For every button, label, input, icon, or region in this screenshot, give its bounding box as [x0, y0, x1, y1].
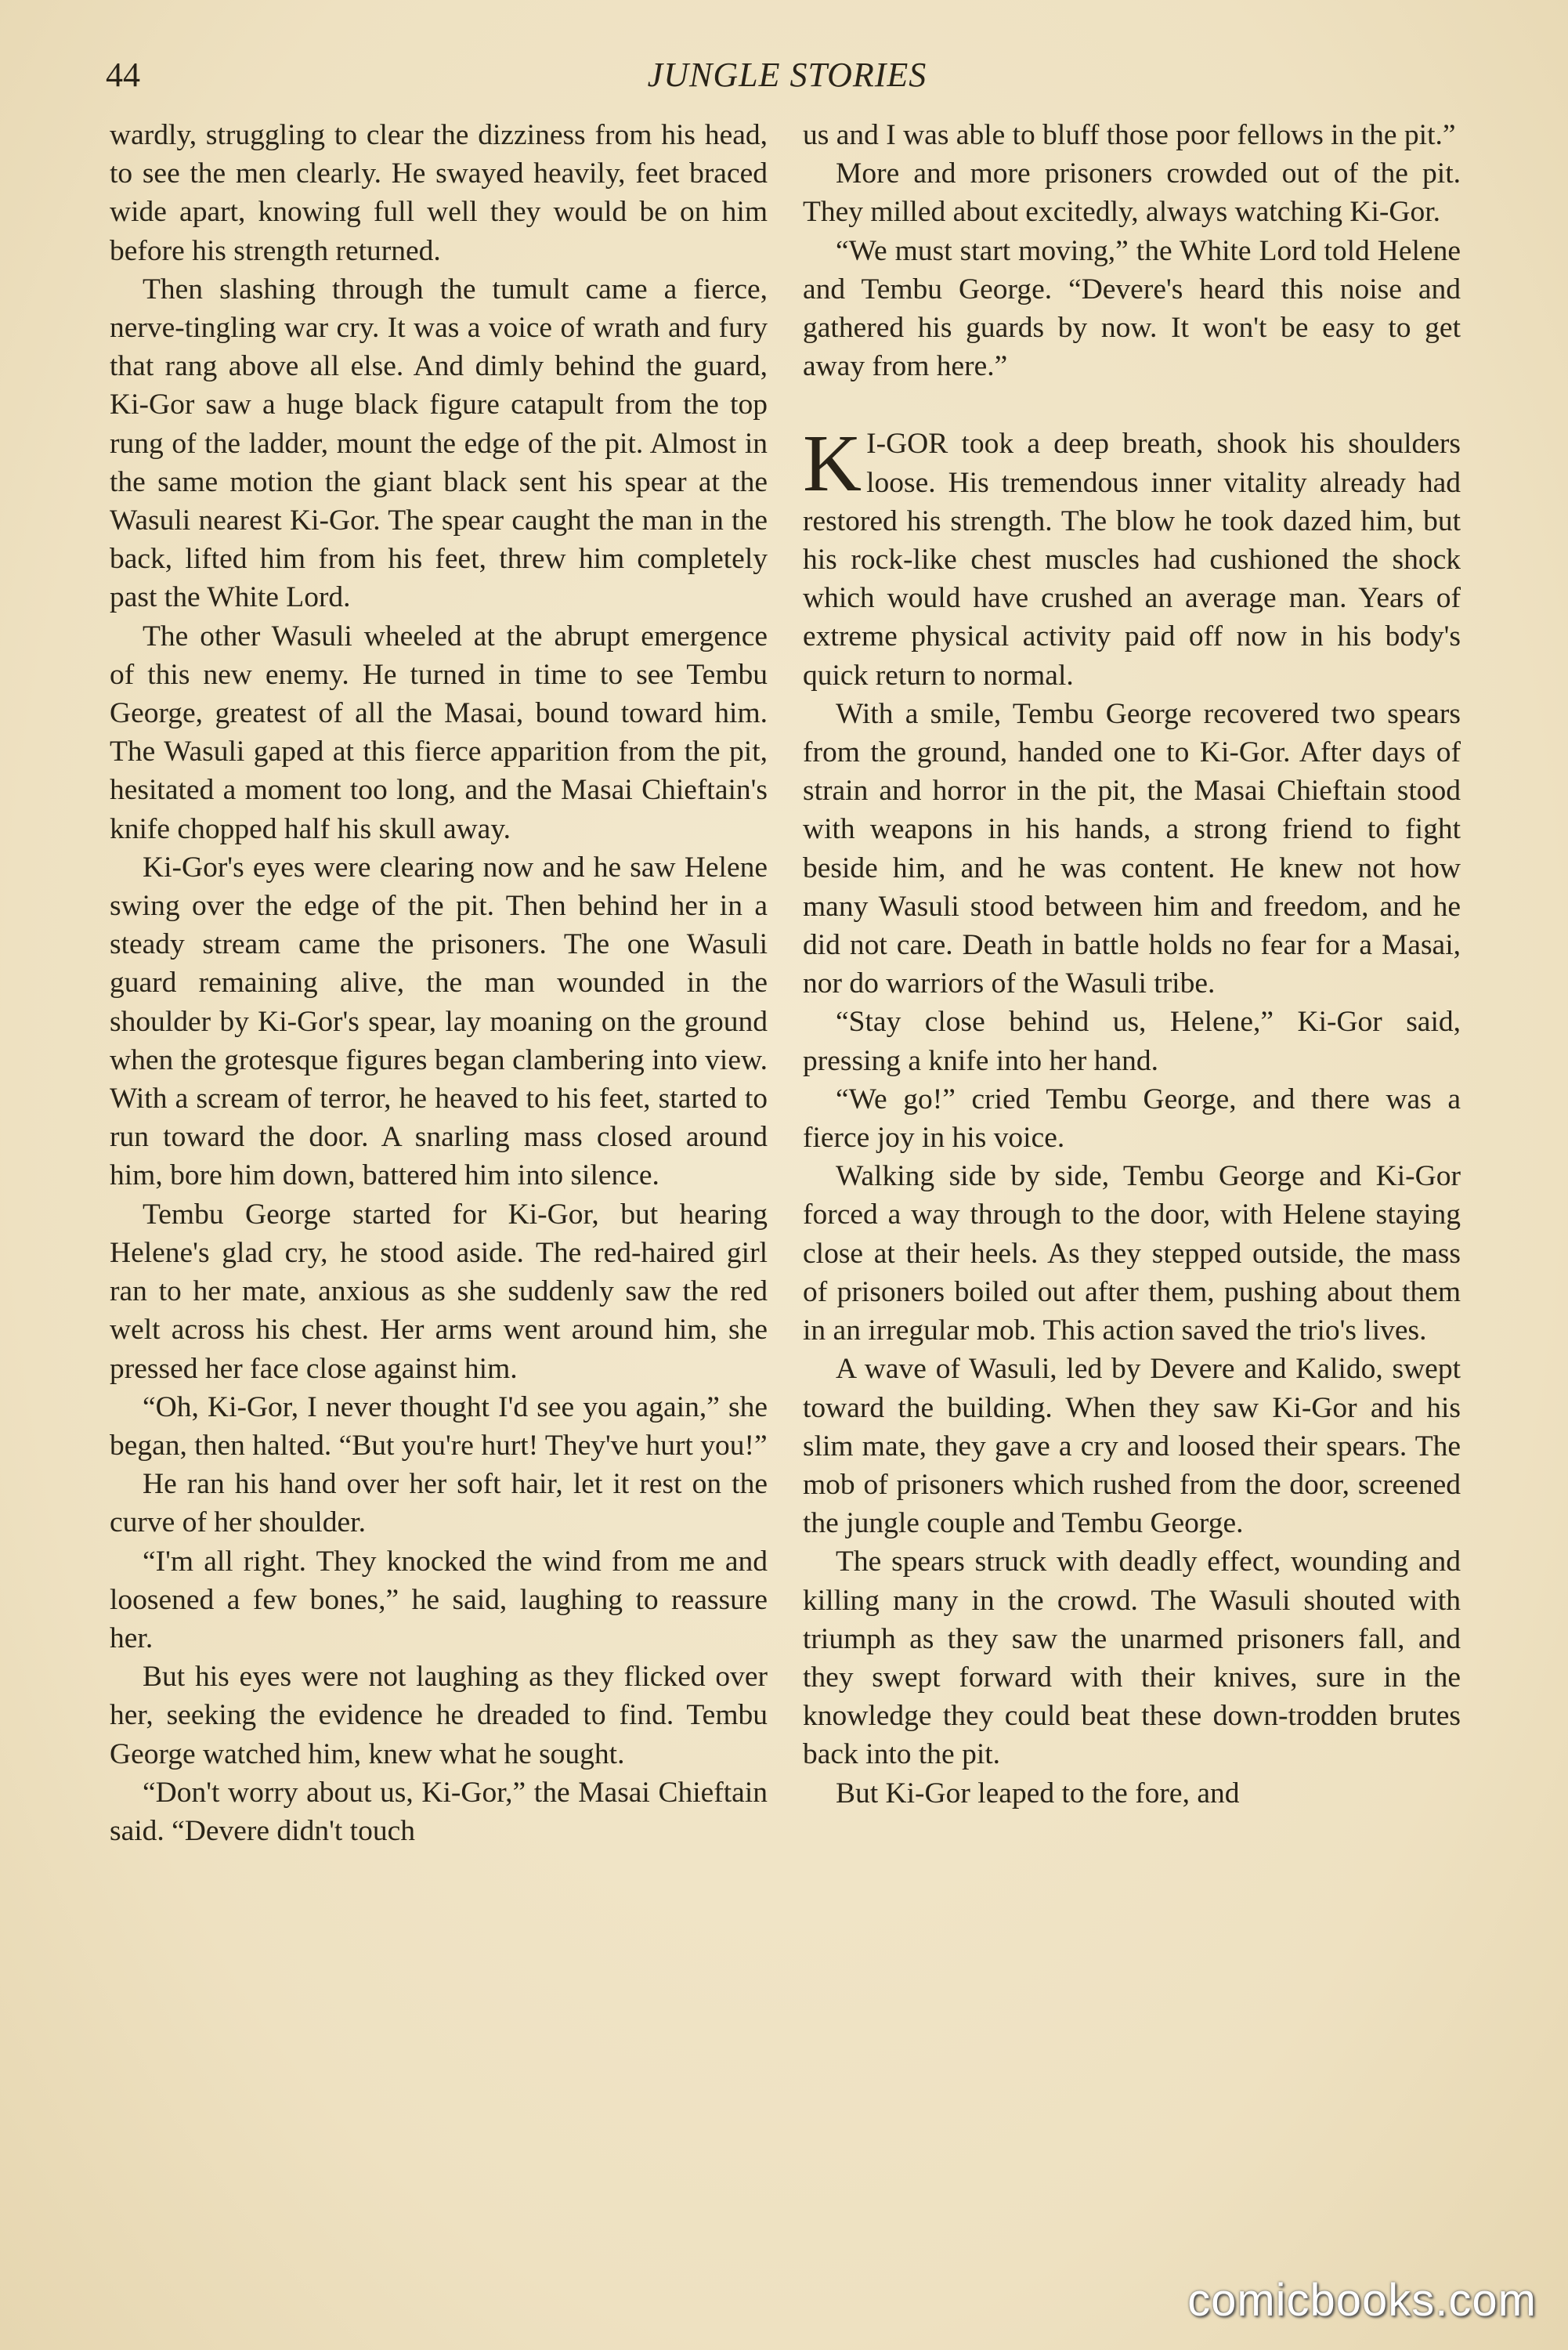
- paragraph: “Stay close behind us, Helene,” Ki-Gor said, pressing a knife into her hand.: [803, 1006, 1461, 1077]
- paragraph: Walking side by side, Tembu George and Ki-Gor forced a way through to the door, with Helene staying close at their heels. As they stepped outside, the mass of prisoners boiled out after them, pushing about them in an irregular mob. This action saved the trio's lives.: [803, 1160, 1461, 1347]
- paragraph: “I'm all right. They knocked the wind from me and loosened a few bones,” he said, laughing to reassure her.: [110, 1545, 768, 1654]
- dropcap-paragraph-text: I-GOR took a deep breath, shook his shoulders loose. His tremendous inner vitality already had restored his strength. The blow he took dazed him, but his rock-like chest muscles had cushioned the shock which would have crushed an average man. Years of extreme physical activity paid off now in his body's quick return to normal.: [803, 428, 1461, 692]
- paragraph: The other Wasuli wheeled at the abrupt emergence of this new enemy. He turned in time to see Tembu George, greatest of all the Masai, bound toward him. The Wasuli gaped at this fierce apparition from the pit, hesitated a moment too long, and the Masai Chieftain's knife chopped half his skull away.: [110, 620, 768, 845]
- paragraph: He ran his hand over her soft hair, let it rest on the curve of her shoulder.: [110, 1468, 768, 1539]
- paragraph: But Ki-Gor leaped to the fore, and: [836, 1777, 1240, 1810]
- paragraph: “We go!” cried Tembu George, and there was a fierce joy in his voice.: [803, 1083, 1461, 1155]
- paragraph: Then slashing through the tumult came a fierce, nerve-tingling war cry. It was a voice of wrath and fury that rang above all else. And dimly behind the guard, Ki-Gor saw a huge black figure catapult from the top rung of the ladder, mount the edge of the pit. Almost in the same motion the giant black sent his spear at the Wasuli nearest Ki-Gor. The spear caught the man in the back, lifted him from his feet, threw him completely past the White Lord.: [110, 273, 768, 614]
- right-column: [803, 116, 1461, 1813]
- dropcap-paragraph: [803, 418, 1461, 694]
- watermark-text: comicbooks.com: [1187, 2275, 1537, 2326]
- paragraph: wardly, struggling to clear the dizziness from his head, to see the men clearly. He swayed heavily, feet braced wide apart, knowing full well they would be on him before his strength returned.: [110, 119, 768, 267]
- paragraph: “Oh, Ki-Gor, I never thought I'd see you again,” she began, then halted. “But you're hurt! They've hurt you!”: [110, 1390, 768, 1462]
- paragraph: But his eyes were not laughing as they flicked over her, seeking the evidence he dreaded to find. Tembu George watched him, knew what he sought.: [110, 1661, 768, 1770]
- paragraph: With a smile, Tembu George recovered two spears from the ground, handed one to Ki-Gor. After days of strain and horror in the pit, the Masai Chieftain stood with weapons in his hands, a strong friend to fight beside him, and he was content. He knew not how many Wasuli stood between him and freedom, and he did not care. Death in battle holds no fear for a Masai, nor do warriors of the Wasuli tribe.: [803, 697, 1461, 1000]
- paragraph: “We must start moving,” the White Lord told Helene and Tembu George. “Devere's heard this noise and gathered his guards by now. It won't be easy to get away from here.”: [803, 234, 1461, 383]
- paragraph: A wave of Wasuli, led by Devere and Kalido, swept toward the building. When they saw Ki-Gor and his slim mate, they gave a cry and loosed their spears. The mob of prisoners which rushed from the door, screened the jungle couple and Tembu George.: [803, 1353, 1461, 1540]
- paragraph: Ki-Gor's eyes were clearing now and he saw Helene swing over the edge of the pit. Then behind her in a steady stream came the prisoners. The one Wasuli guard remaining alive, the man wounded in the shoulder by Ki-Gor's spear, lay moaning on the ground when the grotesque figures began clambering into view. With a scream of terror, he heaved to his feet, started to run toward the door. A snarling mass closed around him, bore him down, battered him into silence.: [110, 851, 768, 1192]
- section-break: [803, 385, 1461, 425]
- page-header: [106, 55, 1469, 110]
- paragraph: us and I was able to bluff those poor fellows in the pit.”: [803, 119, 1456, 151]
- running-title: JUNGLE STORIES: [647, 56, 927, 94]
- paragraph: More and more prisoners crowded out of the pit. They milled about excitedly, always watching Ki-Gor.: [803, 157, 1461, 229]
- paragraph: The spears struck with deadly effect, wounding and killing many in the crowd. The Wasuli shouted with triumph as they saw the unarmed prisoners fall, and they swept forward with their knives, sure in the knowledge they could beat these down-trodden brutes back into the pit.: [803, 1546, 1461, 1771]
- paragraph: Tembu George started for Ki-Gor, but hearing Helene's glad cry, he stood aside. The red-haired girl ran to her mate, anxious as she suddenly saw the red welt across his chest. Her arms went around him, she pressed her face close against him.: [110, 1198, 768, 1385]
- drop-cap: K: [803, 418, 862, 509]
- left-column: [110, 116, 768, 1850]
- paragraph: “Don't worry about us, Ki-Gor,” the Masai Chieftain said. “Devere didn't touch: [110, 1776, 768, 1847]
- page-number: 44: [106, 56, 140, 94]
